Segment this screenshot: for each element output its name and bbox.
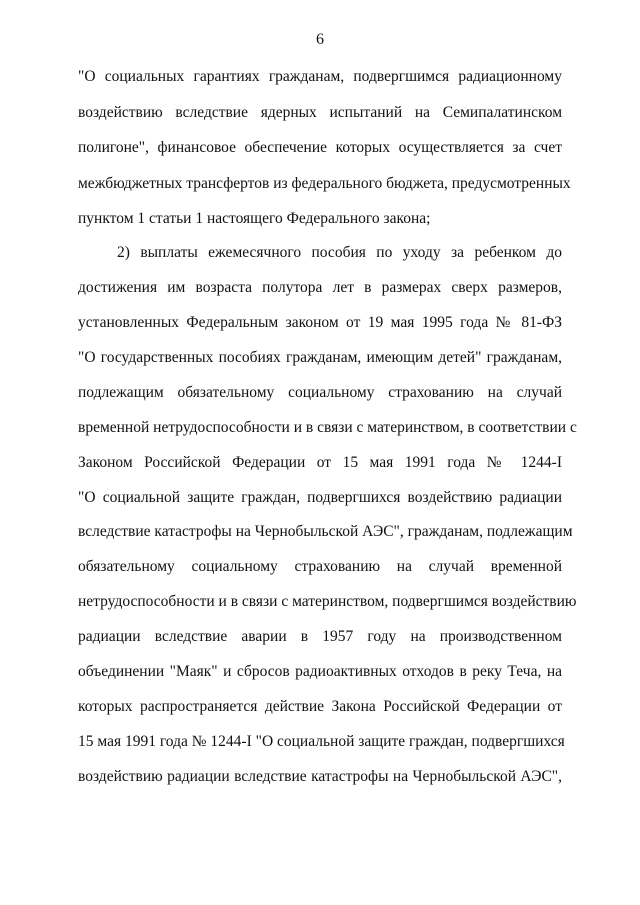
- text-line: пунктом 1 статьи 1 настоящего Федерального закона;: [78, 210, 431, 227]
- text-line: установленных Федеральным законом от 19 мая 1995 года № 81-ФЗ: [78, 314, 562, 331]
- text-line: вследствие катастрофы на Чернобыльской АЭС", гражданам, подлежащим: [78, 523, 573, 540]
- text-line: "О социальных гарантиях гражданам, подвергшимся радиационному: [78, 68, 562, 85]
- text-line: "О социальной защите граждан, подвергшихся воздействию радиации: [78, 489, 562, 506]
- text-line: полигоне", финансовое обеспечение которых осуществляется за счет: [78, 139, 562, 156]
- text-line: обязательному социальному страхованию на случай временной: [78, 558, 562, 575]
- text-line: радиации вследствие аварии в 1957 году на производственном: [78, 628, 562, 645]
- text-line: нетрудоспособности и в связи с материнством, подвергшимся воздействию: [78, 593, 577, 610]
- text-line: 2) выплаты ежемесячного пособия по уходу за ребенком до: [117, 244, 562, 261]
- text-line: Законом Российской Федерации от 15 мая 1991 года № 1244-I: [78, 454, 562, 471]
- text-line: "О государственных пособиях гражданам, имеющим детей" гражданам,: [78, 349, 562, 366]
- text-line: подлежащим обязательному социальному страхованию на случай: [78, 384, 562, 401]
- text-line: 15 мая 1991 года № 1244-I "О социальной защите граждан, подвергшихся: [78, 733, 565, 750]
- page-number: 6: [316, 31, 324, 48]
- text-line: достижения им возраста полутора лет в размерах сверх размеров,: [78, 279, 562, 296]
- text-line: объединении "Маяк" и сбросов радиоактивных отходов в реку Теча, на: [78, 663, 562, 680]
- text-line: которых распространяется действие Закона Российской Федерации от: [78, 698, 562, 715]
- text-line: межбюджетных трансфертов из федерального бюджета, предусмотренных: [78, 175, 571, 192]
- text-line: воздействию радиации вследствие катастрофы на Чернобыльской АЭС",: [78, 768, 562, 785]
- text-line: воздействию вследствие ядерных испытаний на Семипалатинском: [78, 104, 562, 121]
- text-line: временной нетрудоспособности и в связи с материнством, в соответствии с: [78, 419, 577, 436]
